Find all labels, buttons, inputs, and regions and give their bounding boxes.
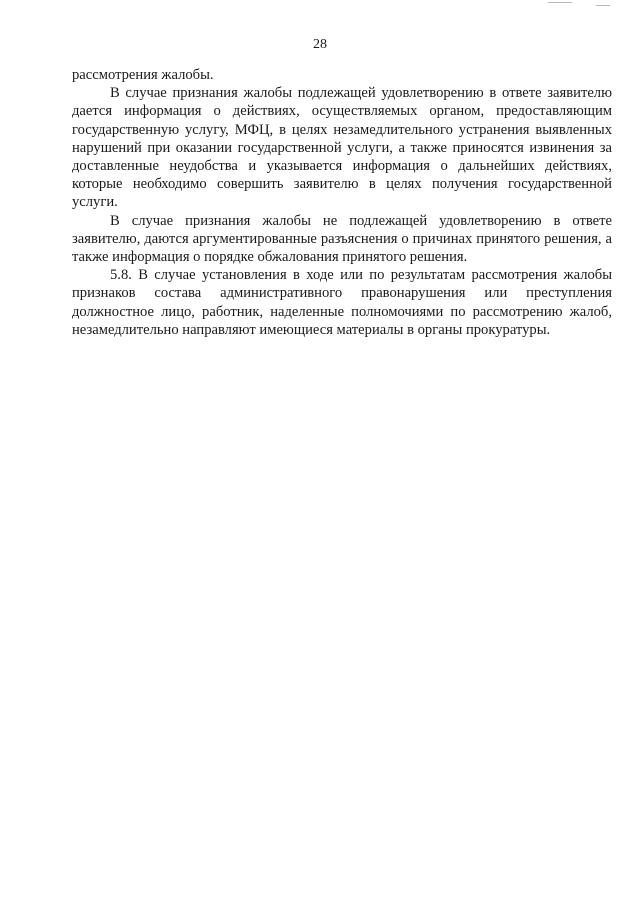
scan-artifact [596, 5, 610, 6]
paragraph-complaint-rejected: В случае признания жалобы не подлежащей удовлетворению в ответе заявителю, даются аргументированные разъяснения о причинах принятого решения, а также информация о порядке обжалования принятого решения. [72, 212, 612, 266]
page-number: 28 [313, 37, 327, 52]
paragraph-complaint-satisfied: В случае признания жалобы подлежащей удовлетворению в ответе заявителю дается информация о действиях, осуществляемых органом, предоставляющим государственную услугу, МФЦ, в целях незамедлительного устранения выявленных нарушений при оказании государственной услуги, а также приносятся извинения за доставленные неудобства и указывается информация о дальнейших действиях, которые необходимо совершить заявителю в целях получения государственной услуги. [72, 85, 612, 211]
document-body [72, 66, 612, 339]
paragraph-section-5-8: 5.8. В случае установления в ходе или по результатам рассмотрения жалобы признаков состава административного правонарушения или преступления должностное лицо, работник, наделенные полномочиями по рассмотрению жалоб, незамедлительно направляют имеющиеся материалы в органы прокуратуры. [72, 267, 612, 338]
scan-artifact [548, 2, 572, 3]
paragraph-continuation: рассмотрения жалобы. [72, 67, 214, 83]
